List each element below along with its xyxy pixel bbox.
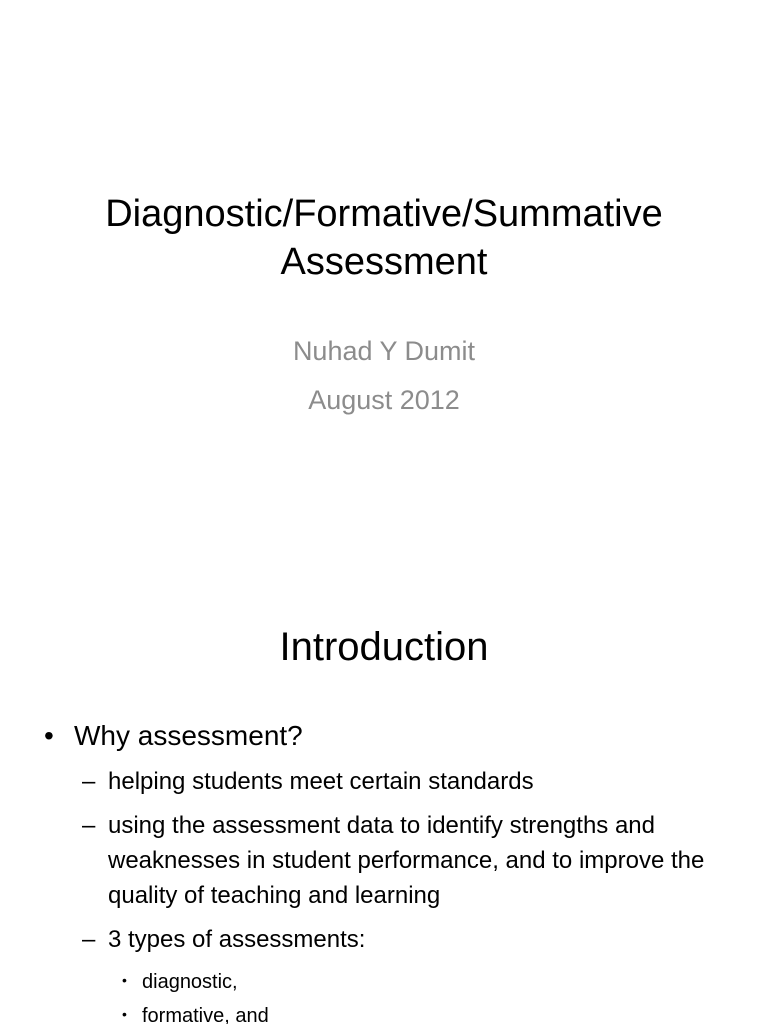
author-name: Nuhad Y Dumit <box>292 336 476 366</box>
subbullet-icon: • <box>122 1006 127 1022</box>
bullet-text: Why assessment? <box>74 720 303 751</box>
subpoint-assessment-data <box>82 808 712 913</box>
slide-title-line-2: Assessment <box>280 241 488 283</box>
slide-title-line-1: Diagnostic/Formative/Summative <box>105 193 663 235</box>
subpoint-types <box>82 922 712 957</box>
dash-icon: – <box>82 768 96 795</box>
subpoint-text: 3 types of assessments: <box>108 926 366 953</box>
bullet-icon: • <box>44 720 54 751</box>
dash-icon: – <box>82 812 96 839</box>
introduction-slide <box>0 576 768 1024</box>
slide-title <box>20 190 748 286</box>
type-diagnostic <box>122 966 238 996</box>
presentation-date: August 2012 <box>308 385 460 415</box>
subpoint-text: helping students meet certain standards <box>108 768 534 795</box>
type-text: formative, and <box>142 1005 269 1024</box>
introduction-title: Introduction <box>279 625 489 669</box>
subpoint-text: using the assessment data to identify strengths and weaknesses in student performance, and to improve the quality of teaching and learning <box>108 812 705 909</box>
dash-icon: – <box>82 926 96 953</box>
subpoint-standards <box>82 764 712 799</box>
subbullet-icon: • <box>122 972 127 988</box>
type-text: diagnostic, <box>142 971 238 993</box>
type-formative <box>122 1000 269 1024</box>
bullet-why-assessment <box>44 718 303 754</box>
